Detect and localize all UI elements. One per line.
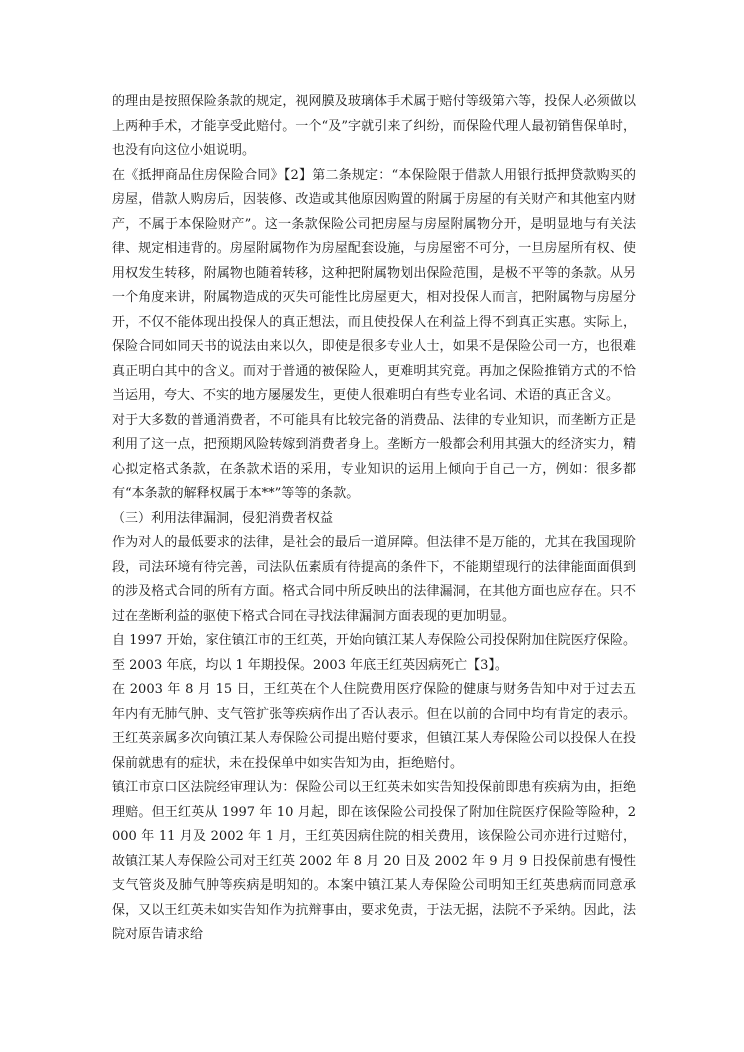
- paragraph-mortgage-contract: 在《抵押商品住房保险合同》【2】第二条规定：“本保险限于借款人用银行抵押贷款购买的房屋，借款人购房后，因装修、改造或其他原因购置的附属于房屋的有关财产和其他室内财产，不属于本保险财产”。这一条款保险公司把房屋与房屋附属物分开，是明显地与有关法律、规定相违背的。房屋附属物作为房屋配套设施，与房屋密不可分，一旦房屋所有权、使用权发生转移，附属物也随着转移，这种把附属物划出保险范围，是极不平等的条款。从另一个角度来讲，附属物造成的灭失可能性比房屋更大，相对投保人而言，把附属物与房屋分开，不仅不能体现出投保人的真正想法，而且使投保人在利益上得不到真正实惠。实际上，保险合同如同天书的说法由来以久，即使是很多专业人士，如果不是保险公司一方，也很难真正明白其中的含义。而对于普通的被保险人，更难明其究竟。再加之保险推销方式的不恰当运用，夸大、不实的地方屡屡发生，更使人很难明白有些专业名词、术语的真正含义。: [112, 167, 636, 403]
- paragraph-court-ruling: 镇江市京口区法院经审理认为：保险公司以王红英未如实告知投保前即患有疾病为由，拒绝理赔。但王红英从 1997 年 10 月起，即在该保险公司投保了附加住院医疗保险等险种，2000 年 11 月及 2002 年 1 月，王红英因病住院的相关费用，该保险公司亦进行过赔付，故镇江某人寿保险公司对王红英 2002 年 8 月 20 日及 2002 年 9 月 9 日投保前患有慢性支气管炎及肺气肿等疾病是明知的。本案中镇江某人寿保险公司明知王红英患病而同意承保，又以王红英未如实告知作为抗辩事由，要求免责，于法无据，法院不予采纳。因此，法院对原告请求给: [112, 780, 636, 942]
- paragraph-case-disclosure: 在 2003 年 8 月 15 日，王红英在个人住院费用医疗保险的健康与财务告知中对于过去五年内有无肺气肿、支气管扩张等疾病作出了否认表示。但在以前的合同中均有肯定的表示。王红英亲属多次向镇江某人寿保险公司提出赔付要求，但镇江某人寿保险公司以投保人在投保前就患有的症状，未在投保单中如实告知为由，拒绝赔付。: [112, 682, 636, 771]
- section-heading-legal-loopholes: （三）利用法律漏洞，侵犯消费者权益: [112, 510, 334, 526]
- paragraph-law-barrier: 作为对人的最低要求的法律，是社会的最后一道屏障。但法律不是万能的，尤其在我国现阶段，司法环境有待完善，司法队伍素质有待提高的条件下，不能期望现行的法律能面面俱到的涉及格式合同的所有方面。格式合同中所反映出的法律漏洞，在其他方面也应存在。只不过在垄断利益的驱使下格式合同在寻找法律漏洞方面表现的更加明显。: [112, 535, 636, 624]
- paragraph-case-intro: 自 1997 开始，家住镇江市的王红英，开始向镇江某人寿保险公司投保附加住院医疗保险。至 2003 年底，均以 1 年期投保。2003 年底王红英因病死亡【3】。: [112, 633, 636, 673]
- paragraph-insurance-grade: 的理由是按照保险条款的规定，视网膜及玻璃体手术属于赔付等级第六等，投保人必须做以上两种手术，才能享受此赔付。一个“及”字就引来了纠纷，而保险代理人最初销售保单时，也没有向这位小姐说明。: [112, 94, 636, 158]
- document-page: [112, 90, 636, 948]
- paragraph-consumer-knowledge: 对于大多数的普通消费者，不可能具有比较完备的消费品、法律的专业知识，而垄断方正是利用了这一点，把预期风险转嫁到消费者身上。垄断方一般都会利用其强大的经济实力，精心拟定格式条款，在条款术语的采用，专业知识的运用上倾向于自己一方，例如：很多都有“本条款的解释权属于本**”等等的条款。: [112, 412, 636, 501]
